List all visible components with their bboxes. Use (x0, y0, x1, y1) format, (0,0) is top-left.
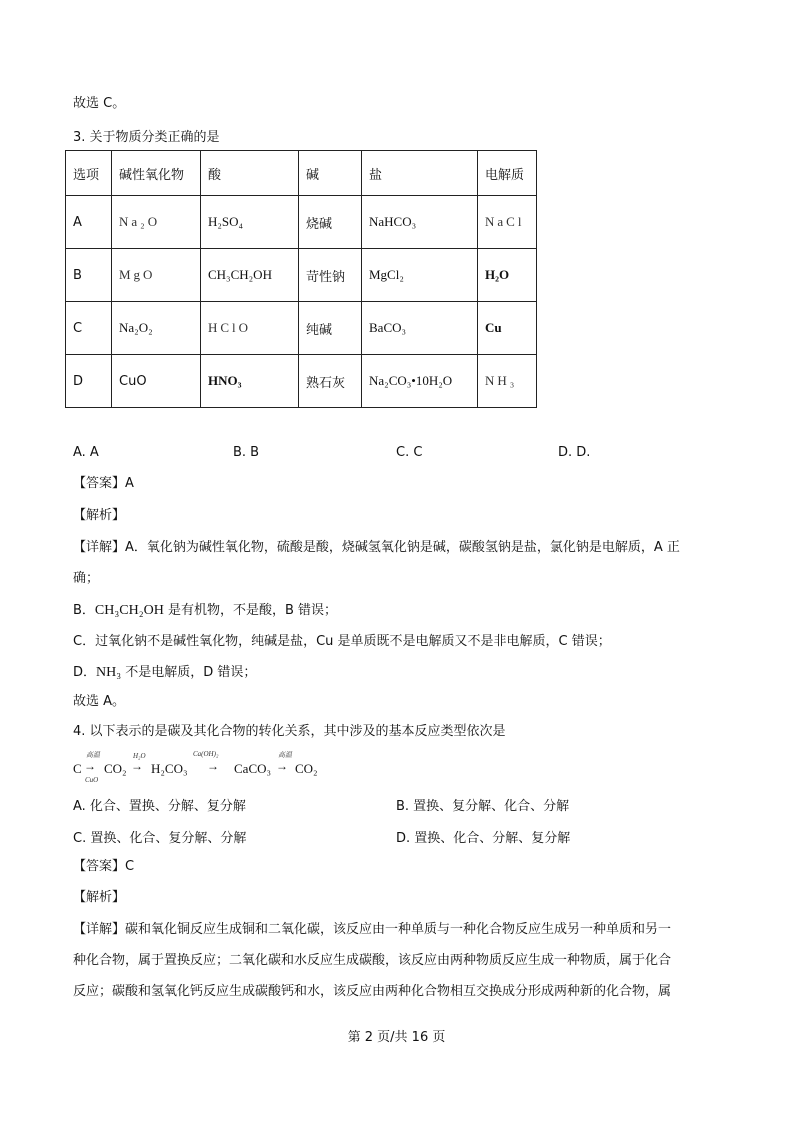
arrow-condition: H₂O (133, 752, 146, 760)
table-cell: H₂O (478, 249, 537, 302)
chain-species: CO₂ (295, 761, 318, 776)
question-3-title: 3. 关于物质分类正确的是 (73, 130, 220, 145)
answer-label: 【答案】A (73, 476, 134, 491)
table-cell: NH₃ (478, 355, 537, 408)
table-row (66, 355, 537, 408)
table-header-cell: 选项 (66, 151, 112, 196)
arrow-icon: → (131, 759, 143, 773)
detail-rest: 不是电解质，D 错误； (125, 665, 257, 680)
table-row (66, 249, 537, 302)
table-cell: HClO (201, 302, 299, 355)
page-footer: 第 2 页/共 16 页 (347, 1030, 446, 1045)
option-c: C. 置换、化合、复分解、分解 (73, 831, 247, 846)
arrow-condition: Ca(OH)₂ (193, 750, 219, 758)
table-cell: 熟石灰 (299, 355, 362, 408)
option-a: A. A (73, 445, 99, 460)
chain-species: CaCO₃ (234, 761, 272, 776)
detail-text (73, 664, 256, 682)
table-row (66, 196, 537, 249)
table-cell: B (66, 249, 112, 302)
arrow-icon: → (207, 759, 219, 773)
table-cell: 纯碱 (299, 302, 362, 355)
table-cell: 烧碱 (299, 196, 362, 249)
arrow-condition: 高温 (86, 751, 100, 759)
table-cell: 苛性钠 (299, 249, 362, 302)
table-header-cell: 酸 (201, 151, 299, 196)
detail-text: 【详解】碳和氧化铜反应生成铜和二氧化碳，该反应由一种单质与一种化合物反应生成另一种单质和另一 (73, 922, 672, 937)
formula: NH₃ (96, 665, 122, 680)
table-cell: Na₂O₂ (112, 302, 201, 355)
option-d: D. 置换、化合、分解、复分解 (396, 831, 571, 846)
answer-label: 【答案】C (73, 859, 135, 874)
table-cell: D (66, 355, 112, 408)
detail-text: 【详解】A．氧化钠为碱性氧化物，硫酸是酸，烧碱氢氧化钠是碱，碳酸氢钠是盐，氯化钠是电解质，A 正 (73, 540, 680, 555)
classification-table (65, 150, 537, 408)
detail-text: 反应；碳酸和氢氧化钙反应生成碳酸钙和水，该反应由两种化合物相互交换成分形成两种新的化合物，属 (73, 984, 672, 999)
table-cell: NaHCO₃ (362, 196, 478, 249)
table-cell: H₂SO₄ (201, 196, 299, 249)
detail-text: 确； (73, 571, 100, 586)
conclusion-text: 故选 A。 (73, 694, 126, 709)
option-d: D. D. (558, 445, 591, 460)
table-cell: Cu (478, 302, 537, 355)
table-row (66, 302, 537, 355)
option-b: B. 置换、复分解、化合、分解 (396, 799, 570, 814)
chain-species: H₂CO₃ (151, 761, 188, 776)
analysis-label: 【解析】 (73, 508, 126, 523)
arrow-condition: 高温 (278, 751, 292, 759)
table-cell: CuO (112, 355, 201, 408)
arrow-icon: → (276, 759, 288, 773)
table-header-row (66, 151, 537, 196)
table-header-cell: 盐 (362, 151, 478, 196)
text-line: 故选 C。 (73, 96, 126, 111)
chain-species: CO₂ (104, 761, 127, 776)
table-cell: Na₂O (112, 196, 201, 249)
analysis-label: 【解析】 (73, 890, 126, 905)
detail-text (73, 602, 337, 620)
detail-text: C．过氧化钠不是碱性氧化物，纯碱是盐，Cu 是单质既不是电解质又不是非电解质，C 错误； (73, 634, 611, 649)
prefix-d: D． (73, 665, 97, 680)
table-header-cell: 电解质 (478, 151, 537, 196)
table-cell: CH₃CH₂OH (201, 249, 299, 302)
option-c: C. C (396, 445, 423, 460)
table-cell: A (66, 196, 112, 249)
option-b: B. B (233, 445, 260, 460)
table-cell: BaCO₃ (362, 302, 478, 355)
table-cell: Na₂CO₃•10H₂O (362, 355, 478, 408)
prefix-b: B． (73, 603, 95, 618)
reaction-chain (73, 750, 373, 786)
table-cell: MgO (112, 249, 201, 302)
table-cell: HNO₃ (201, 355, 299, 408)
option-a: A. 化合、置换、分解、复分解 (73, 799, 246, 814)
table-header-cell: 碱 (299, 151, 362, 196)
table-cell: C (66, 302, 112, 355)
arrow-icon: → (84, 759, 96, 773)
chain-species: C (73, 761, 82, 776)
table-header-cell: 碱性氧化物 (112, 151, 201, 196)
detail-rest: 是有机物，不是酸，B 错误； (167, 603, 338, 618)
table-cell: NaCl (478, 196, 537, 249)
arrow-condition: CuO (85, 776, 99, 784)
question-4-title: 4. 以下表示的是碳及其化合物的转化关系，其中涉及的基本反应类型依次是 (73, 724, 506, 739)
detail-text: 种化合物，属于置换反应；二氧化碳和水反应生成碳酸，该反应由两种物质反应生成一种物质，属于化合 (73, 953, 672, 968)
formula: CH₃CH₂OH (94, 603, 164, 618)
table-cell: MgCl₂ (362, 249, 478, 302)
